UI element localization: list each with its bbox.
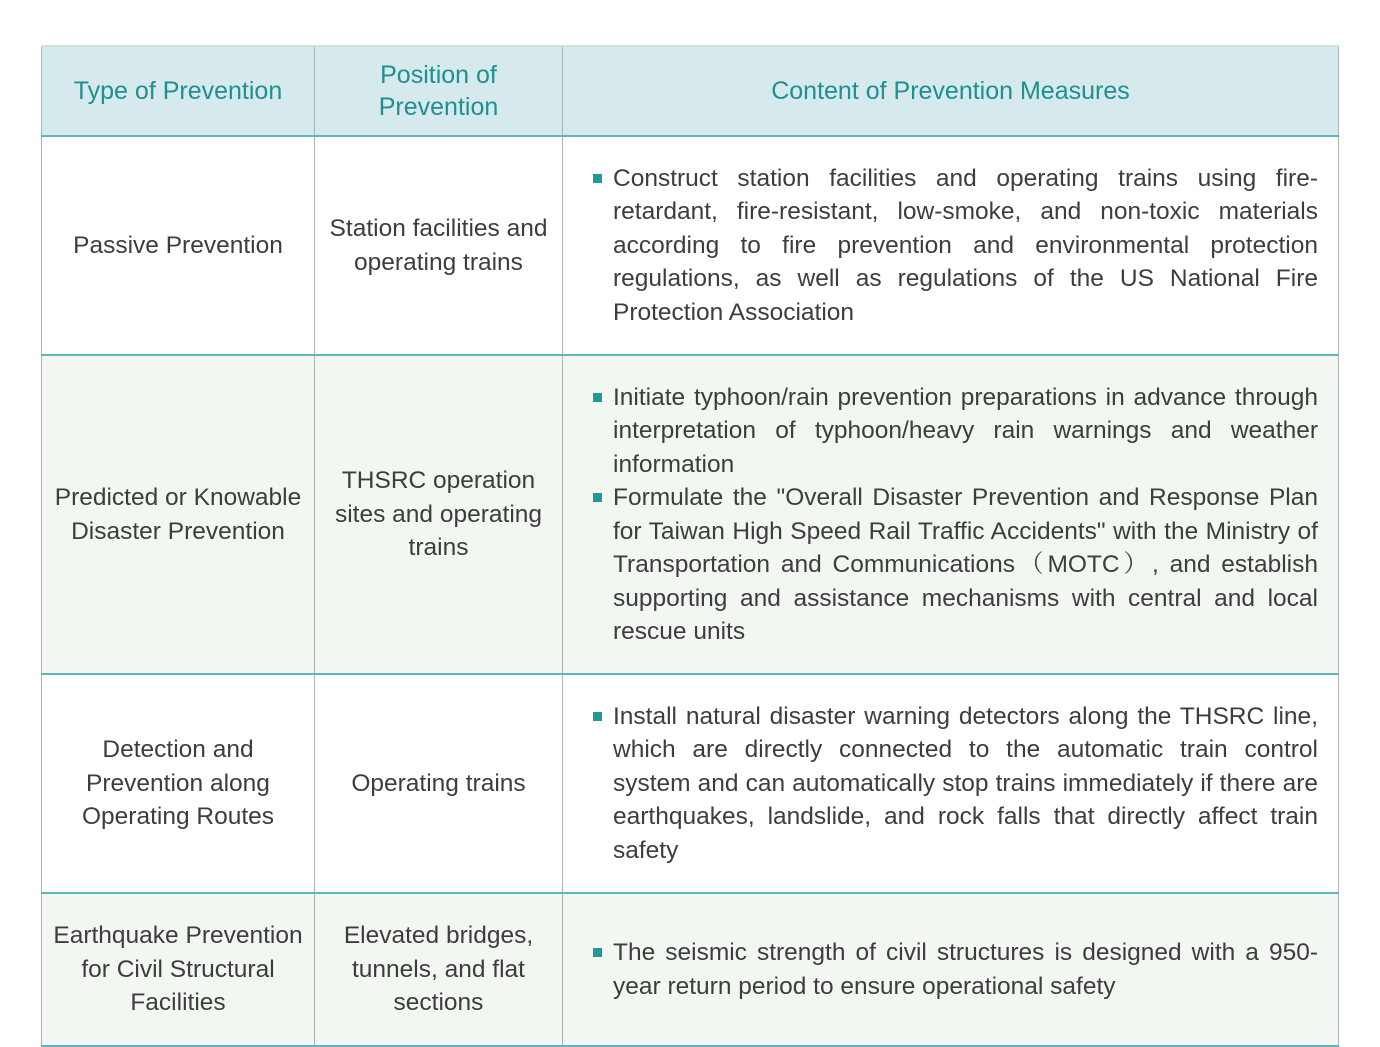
measure-text: The seismic strength of civil structures is designed with a 950-year return period to ensure operational safety <box>613 939 1318 1000</box>
header-content: Content of Prevention Measures <box>563 46 1339 136</box>
type-cell: Earthquake Prevention for Civil Structural Facilities <box>42 893 315 1046</box>
measure-text: Install natural disaster warning detectors along the THSRC line, which are directly connected to the automatic train control system and can automatically stop trains immediately if there are earthquakes, landslide, and rock falls that directly affect train safety <box>613 702 1318 864</box>
measures-cell <box>563 674 1339 893</box>
measures-cell <box>563 136 1339 355</box>
measure-item <box>593 936 1318 1003</box>
position-cell: THSRC operation sites and operating trains <box>315 355 563 674</box>
type-cell: Predicted or Knowable Disaster Prevention <box>42 355 315 674</box>
position-cell: Station facilities and operating trains <box>315 136 563 355</box>
measure-item <box>593 700 1318 868</box>
table-row <box>42 674 1339 893</box>
measure-text: Initiate typhoon/rain prevention preparations in advance through interpretation of typhoon/heavy rain warnings and weather information <box>613 383 1318 478</box>
header-row <box>42 46 1339 136</box>
table-row <box>42 136 1339 355</box>
measure-text: Formulate the "Overall Disaster Prevention and Response Plan for Taiwan High Speed Rail Traffic Accidents" with the Ministry of Transportation and Communications（MOTC）, and establish supporting and assistance mechanisms with central and local rescue units <box>613 484 1318 645</box>
square-bullet-icon <box>593 393 602 402</box>
type-cell: Passive Prevention <box>42 136 315 355</box>
square-bullet-icon <box>593 174 602 183</box>
measure-item <box>593 162 1318 330</box>
prevention-table <box>41 45 1339 1047</box>
table-row <box>42 893 1339 1046</box>
type-cell: Detection and Prevention along Operating Routes <box>42 674 315 893</box>
measures-cell <box>563 355 1339 674</box>
square-bullet-icon <box>593 493 602 502</box>
header-type: Type of Prevention <box>42 46 315 136</box>
measure-item <box>593 381 1318 482</box>
square-bullet-icon <box>593 712 602 721</box>
measure-text: Construct station facilities and operating trains using fire-retardant, fire-resistant, low-smoke, and non-toxic materials according to fire prevention and environmental protection regulations, as well as regulations of the US National Fire Protection Association <box>613 164 1318 326</box>
measures-cell <box>563 893 1339 1046</box>
measure-item <box>593 481 1318 649</box>
position-cell: Elevated bridges, tunnels, and flat sections <box>315 893 563 1046</box>
position-cell: Operating trains <box>315 674 563 893</box>
table-row <box>42 355 1339 674</box>
square-bullet-icon <box>593 948 602 957</box>
header-position: Position of Prevention <box>315 46 563 136</box>
